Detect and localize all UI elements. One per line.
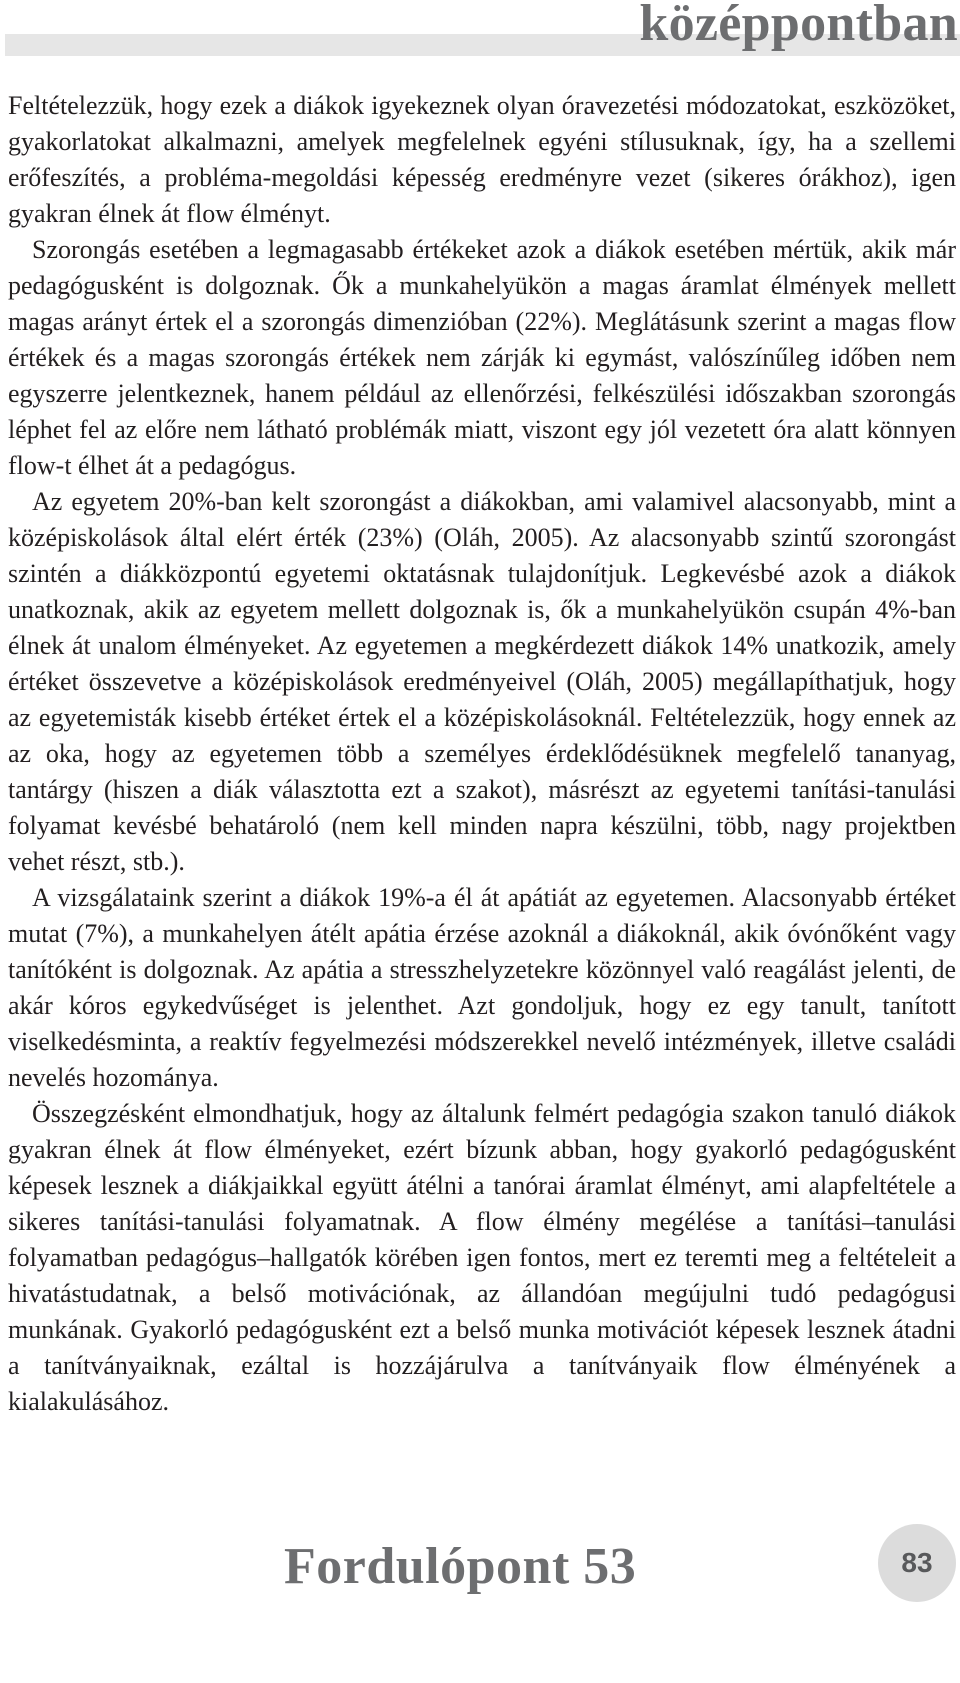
journal-title: Fordulópont 53: [284, 1538, 637, 1595]
paragraph-2: Szorongás esetében a legmagasabb értékeket azok a diákok esetében mértük, akik már pedagógusként is dolgoznak. Ők a munkahelyükön a magas áramlat élmények mellett magas arányt értek el a szorongás dimenzióban (22%). Meglátásunk szerint a magas flow értékek és a magas szorongás értékek nem zárják ki egymást, valószínűleg időben nem egyszerre jelentkeznek, hanem például az ellenőrzési, felkészülési időszakban szorongás léphet fel az előre nem látható problémák miatt, viszont egy jól vezetett óra alatt könnyen flow-t élhet át a pedagógus.: [8, 235, 956, 480]
page-number-badge: 83: [878, 1524, 956, 1602]
section-title: középpontban: [639, 0, 958, 52]
article-body: [8, 88, 956, 1420]
paragraph-4: A vizsgálataink szerint a diákok 19%-a él át apátiát az egyetemen. Alacsonyabb értéket mutat (7%), a munkahelyen átélt apátia érzése azoknál a diákoknál, akik óvónőként vagy tanítóként is dolgoznak. Az apátia a stresszhelyzetekre közönnyel való reagálást jelenti, de akár kóros egykedvűséget is jelenthet. Azt gondoljuk, hogy ez egy tanult, tanított viselkedésminta, a reaktív fegyelmezési módszerekkel nevelő intézmények, illetve családi nevelés hozománya.: [8, 883, 956, 1092]
paragraph-1: Feltételezzük, hogy ezek a diákok igyekeznek olyan óravezetési módozatokat, eszközöket, gyakorlatokat alkalmazni, amelyek megfelelnek egyéni stílusuknak, így, ha a szellemi erőfeszítés, a probléma-megoldási képesség eredményre vezet (sikeres órákhoz), igen gyakran élnek át flow élményt.: [8, 91, 956, 228]
paragraph-5: Összegzésként elmondhatjuk, hogy az általunk felmért pedagógia szakon tanuló diákok gyakran élnek át flow élményeket, ezért bízunk abban, hogy gyakorló pedagógusként képesek lesznek a diákjaikkal együtt átélni a tanórai áramlat élményt, ami alapfeltétele a sikeres tanítási-tanulási folyamatnak. A flow élmény megélése a tanítási–tanulási folyamatban pedagógus–hallgatók körében igen fontos, mert ez teremti meg a feltételeit a hivatástudatnak, a belső motivációnak, az állandóan megújulni tudó pedagógusi munkának. Gyakorló pedagógusként ezt a belső munka motivációt képesek lesznek átadni a tanítványaiknak, ezáltal is hozzájárulva a tanítványaik flow élményének a kialakulásához.: [8, 1099, 956, 1416]
paragraph-3: Az egyetem 20%-ban kelt szorongást a diákokban, ami valamivel alacsonyabb, mint a középiskolások által elért érték (23%) (Oláh, 2005). Az alacsonyabb szintű szorongást szintén a diákközpontú egyetemi oktatásnak tulajdonítjuk. Legkevésbé azok a diákok unatkoznak, akik az egyetem mellett dolgoznak is, ők a munkahelyükön csupán 4%-ban élnek át unalom élményeket. Az egyetemen a megkérdezett diákok 14% unatkozik, amely értéket összevetve a középiskolások eredményeivel (Oláh, 2005) megállapíthatjuk, hogy az egyetemisták kisebb értéket értek el a középiskolásoknál. Feltételezzük, hogy ennek az az oka, hogy az egyetemen több a személyes érdeklődésüknek megfelelő tananyag, tantárgy (hiszen a diák választotta ezt a szakot), másrészt az egyetemi tanítási-tanulási folyamat kevésbé behatároló (nem kell minden napra készülni, több, nagy projektben vehet részt, stb.).: [8, 487, 956, 876]
